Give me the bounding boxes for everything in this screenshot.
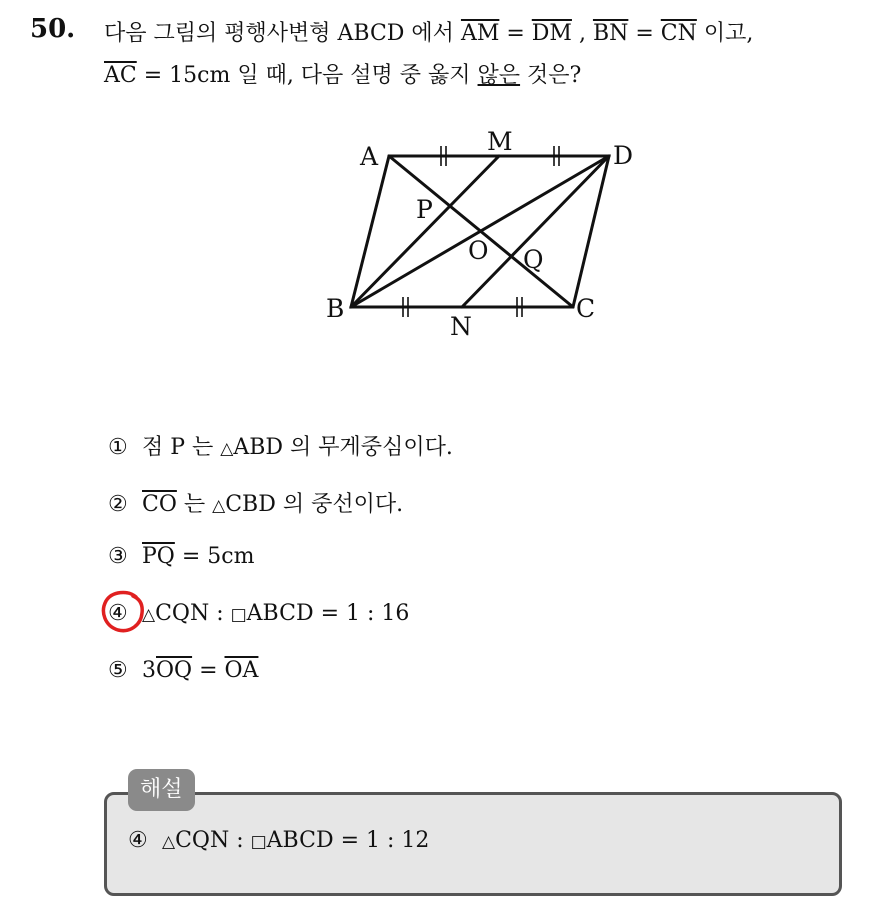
choice-text: CBD 의 중선이다. [225, 492, 404, 517]
segment-am: $\overline{AM}$ [460, 21, 500, 46]
question-line-1 [104, 16, 753, 47]
triangle-symbol: △ [220, 439, 234, 459]
segment-cn: $\overline{CN}$ [660, 21, 697, 46]
choice-text: CQN : [155, 601, 231, 626]
segment-co: $\overline{CO}$ [142, 492, 177, 517]
square-symbol: □ [230, 605, 247, 625]
choice-text: ABCD = 1 : 16 [246, 601, 410, 626]
explanation-text [128, 828, 429, 853]
question-text: 이고, [696, 21, 754, 46]
choice-number: ① [108, 435, 128, 460]
choice-number: ④ [108, 601, 128, 626]
choice-1[interactable] [108, 430, 453, 461]
choice-text: 는 [176, 492, 213, 517]
explanation-content: ABCD = 1 : 12 [266, 828, 430, 853]
segment-nd [462, 156, 609, 307]
choice-number: ⑤ [108, 658, 128, 683]
label-q: Q [523, 245, 544, 274]
label-n: N [450, 312, 472, 341]
segment-pq: $\overline{PQ}$ [142, 544, 175, 569]
choice-text: = [192, 658, 225, 683]
triangle-symbol: △ [162, 832, 176, 852]
label-o: O [468, 236, 489, 265]
label-p: P [416, 195, 433, 224]
choice-text: = 5cm [174, 544, 255, 569]
choice-4[interactable] [108, 601, 409, 626]
explanation-tag: 해설 [128, 769, 195, 811]
square-symbol: □ [250, 832, 267, 852]
underlined-word: 않은 [477, 63, 521, 88]
label-d: D [613, 141, 634, 170]
question-text: 것은? [520, 63, 582, 88]
question-text: = 15cm 일 때, 다음 설명 중 옳지 [136, 63, 478, 88]
segment-bn: $\overline{BN}$ [592, 21, 629, 46]
choice-number: ③ [108, 544, 128, 569]
explanation-content: CQN : [175, 828, 251, 853]
explanation-number: ④ [128, 828, 148, 853]
segment-oa: $\overline{OA}$ [224, 658, 259, 683]
separator: , [571, 21, 593, 46]
answer-mark-circle [100, 588, 146, 634]
segment-bm [351, 156, 499, 307]
choice-text: ABD 의 무게중심이다. [233, 435, 453, 460]
choice-text: 점 P 는 [142, 435, 221, 460]
question-line-2 [104, 58, 581, 89]
equals: = [499, 21, 532, 46]
equals: = [628, 21, 661, 46]
diagonal-bd [351, 156, 609, 307]
triangle-symbol: △ [212, 496, 226, 516]
choice-2[interactable] [108, 487, 403, 518]
segment-dm: $\overline{DM}$ [531, 21, 572, 46]
choice-3[interactable] [108, 544, 254, 569]
label-c: C [576, 294, 596, 323]
segment-ac: $\overline{AC}$ [104, 63, 137, 88]
label-m: M [487, 127, 513, 156]
choice-text: 3 [142, 658, 156, 683]
segment-oq: $\overline{OQ}$ [156, 658, 193, 683]
label-b: B [326, 294, 345, 323]
choice-5[interactable] [108, 658, 258, 683]
triangle-symbol: △ [142, 605, 156, 625]
question-number: 50. [30, 14, 76, 44]
choice-number: ② [108, 492, 128, 517]
parallelogram-figure [320, 118, 650, 343]
question-text: 다음 그림의 평행사변형 ABCD 에서 [104, 21, 461, 46]
label-a: A [360, 142, 379, 171]
